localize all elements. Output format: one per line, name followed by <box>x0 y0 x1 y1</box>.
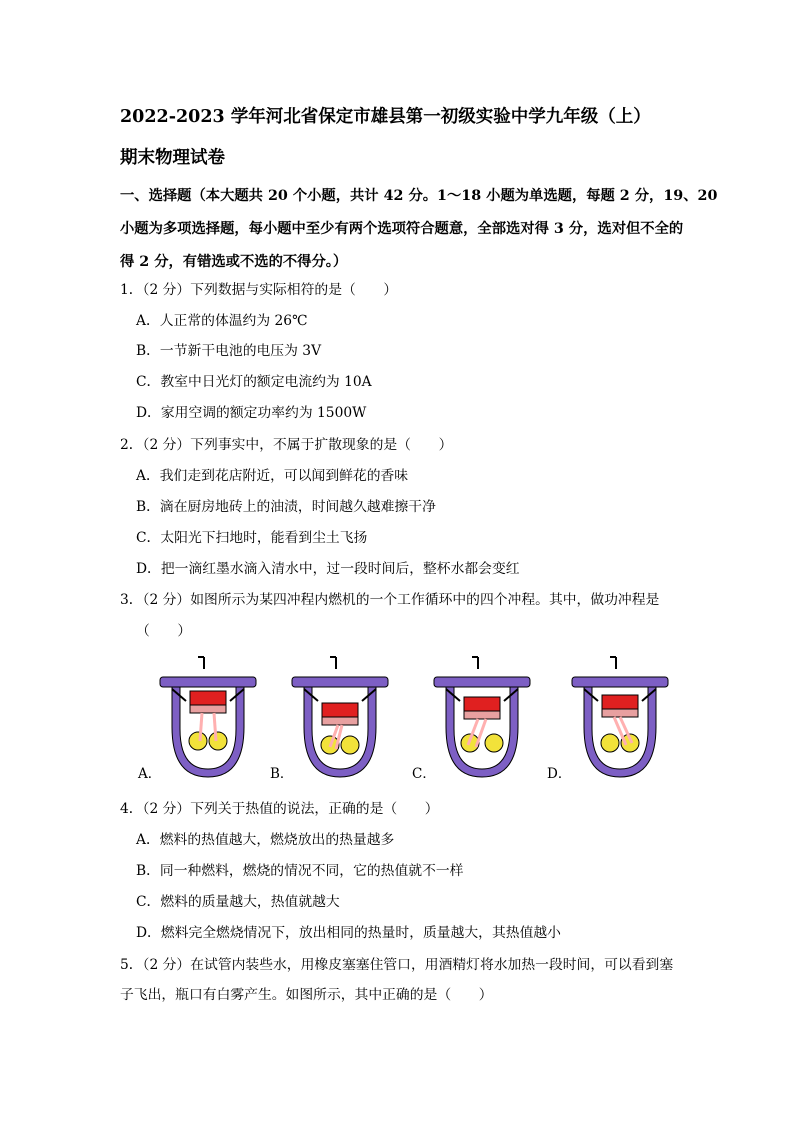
section-heading <box>120 180 718 279</box>
question-5-stem-line1: 5．（2 分）在试管内装些水，用橡皮塞塞住管口，用酒精灯将水加热一段时间，可以看到塞 <box>120 957 674 973</box>
exam-title-line1: 2022-2023 学年河北省保定市雄县第一初级实验中学九年级（上） <box>120 107 651 127</box>
section-heading-line1: 一、选择题（本大题共 20 个小题，共计 42 分。1～18 小题为单选题，每题 2 分，19、20 <box>120 188 718 204</box>
question-1-option-b: B．一节新干电池的电压为 3V <box>136 343 322 359</box>
question-2-option-c: C．太阳光下扫地时，能看到尘土飞扬 <box>136 530 368 546</box>
question-4-option-a: A．燃料的热值越大，燃烧放出的热量越多 <box>136 832 395 848</box>
question-2-option-a: A．我们走到花店附近，可以闻到鲜花的香味 <box>136 468 409 484</box>
figure-a-label: A． <box>138 766 162 782</box>
section-heading-line2: 小题为多项选择题，每小题中至少有两个选项符合题意，全部选对得 3 分，选对但不全的 <box>120 221 684 237</box>
question-3-stem-line2: （ ） <box>136 623 192 639</box>
figure-b-label: B． <box>270 766 294 782</box>
question-5-stem-line2: 子飞出，瓶口有白雾产生。如图所示，其中正确的是（ ） <box>120 987 493 1003</box>
engine-stroke-figures <box>130 655 670 785</box>
question-4-stem: 4．（2 分）下列关于热值的说法，正确的是（ ） <box>120 801 439 817</box>
exam-title-line2: 期末物理试卷 <box>120 148 225 168</box>
figure-d-label: D． <box>547 766 572 782</box>
question-1-option-a: A．人正常的体温约为 26℃ <box>136 313 308 329</box>
question-1-stem: 1．（2 分）下列数据与实际相符的是（ ） <box>120 282 398 298</box>
question-1-option-d: D．家用空调的额定功率约为 1500W <box>136 405 367 421</box>
question-4-option-b: B．同一种燃料，燃烧的情况不同，它的热值就不一样 <box>136 863 464 879</box>
figure-c-label: C． <box>412 766 436 782</box>
question-4-option-c: C．燃料的质量越大，热值就越大 <box>136 894 340 910</box>
engine-figure-c <box>432 655 532 785</box>
question-3-stem-line1: 3．（2 分）如图所示为某四冲程内燃机的一个工作循环中的四个冲程。其中，做功冲程是 <box>120 592 660 608</box>
engine-figure-d <box>570 655 670 785</box>
question-4-option-d: D．燃料完全燃烧情况下，放出相同的热量时，质量越大，其热值越小 <box>136 925 561 941</box>
question-1-option-c: C．教室中日光灯的额定电流约为 10A <box>136 374 372 390</box>
question-2-option-d: D．把一滴红墨水滴入清水中，过一段时间后，整杯水都会变红 <box>136 561 520 577</box>
engine-figure-b <box>290 655 390 785</box>
question-2-option-b: B．滴在厨房地砖上的油渍，时间越久越难擦干净 <box>136 499 436 515</box>
engine-figure-a <box>158 655 258 785</box>
section-heading-line3: 得 2 分，有错选或不选的不得分。） <box>120 254 348 270</box>
question-2-stem: 2．（2 分）下列事实中，不属于扩散现象的是（ ） <box>120 437 453 453</box>
